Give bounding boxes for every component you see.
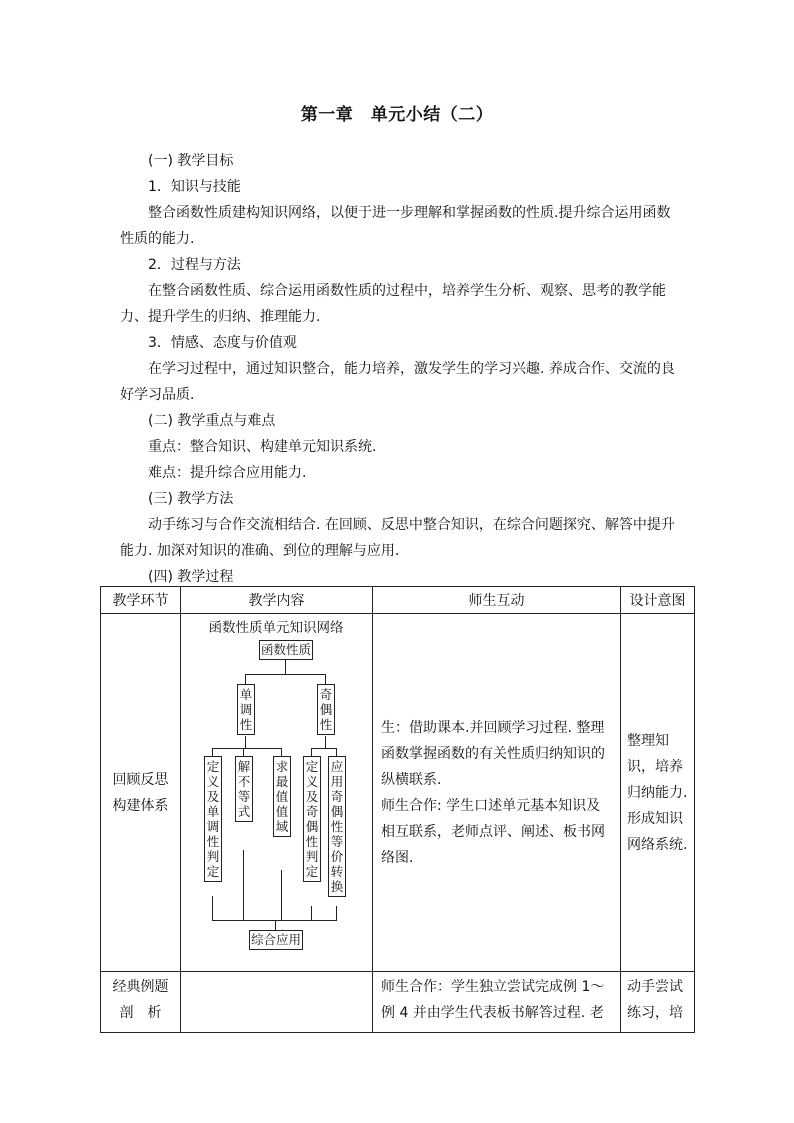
branch-node-parity: 奇偶性: [317, 684, 335, 735]
stage-cell: [101, 614, 181, 972]
column-header: 设计意图: [621, 587, 695, 614]
diagram-title: 函数性质单元知识网络: [208, 620, 344, 636]
section-heading: (三) 教学方法: [148, 491, 234, 507]
leaf-apply-parity: 应用奇偶性等价转换: [328, 756, 346, 897]
interaction-text: 生：借助课本.并回顾学习过程. 整理函数掌握函数的有关性质归纳知识的纵横联系. 师生合作: 学生口述单元基本知识及相互联系，老师点评、阐述、板书网络图.: [381, 719, 605, 866]
table-header-row: [101, 587, 695, 614]
leaf-extreme-range: 求最值值域: [273, 756, 291, 837]
subsection-heading: 3．情感、态度与价值观: [148, 335, 297, 351]
paragraph: 难点：提升综合应用能力.: [148, 465, 307, 481]
section-heading: (二) 教学重点与难点: [148, 413, 276, 429]
column-header: 师生互动: [373, 587, 621, 614]
paragraph: 整合函数性质建构知识网络，以便于进一步理解和掌握函数的性质.提升综合运用函数性质的能力.: [120, 205, 671, 247]
knowledge-network-diagram: [181, 614, 371, 970]
intent-text: 动手尝试练习，培: [627, 979, 683, 1021]
table-row: [101, 614, 695, 972]
bottom-node: 综合应用: [249, 930, 303, 950]
content-cell: [181, 972, 373, 1033]
subsection-heading: 2．过程与方法: [148, 257, 241, 273]
section-heading: (一) 教学目标: [148, 153, 234, 169]
stage-label: 经典例题 剖 析: [112, 979, 169, 1021]
paragraph: 在整合函数性质、综合运用函数性质的过程中，培养学生分析、观察、思考的教学能力、提升学生的归纳、推理能力.: [120, 283, 666, 325]
leaf-definition-parity: 定义及奇偶性判定: [303, 756, 321, 882]
root-node: 函数性质: [259, 640, 313, 660]
content-cell: [181, 614, 373, 972]
column-header: 教学内容: [181, 587, 373, 614]
table-row: [101, 972, 695, 1033]
section-heading: (四) 教学过程: [148, 569, 234, 585]
branch-node-monotonicity: 单调性: [237, 684, 255, 735]
intent-cell: [621, 972, 695, 1033]
column-header: 教学环节: [101, 587, 181, 614]
page-title: 第一章 单元小结（二）: [300, 105, 494, 125]
teaching-process-table: [100, 586, 695, 1033]
interaction-cell: [373, 972, 621, 1033]
paragraph: 动手练习与合作交流相结合. 在回顾、反思中整合知识，在综合问题探究、解答中提升能力. 加深对知识的准确、到位的理解与应用.: [120, 517, 675, 559]
stage-label: 回顾反思 构建体系: [112, 771, 169, 814]
stage-cell: [101, 972, 181, 1033]
interaction-cell: [373, 614, 621, 972]
interaction-text: 师生合作：学生独立尝试完成例 1～例 4 并由学生代表板书解答过程. 老: [381, 979, 605, 1021]
paragraph: 重点：整合知识、构建单元知识系统.: [148, 439, 377, 455]
subsection-heading: 1．知识与技能: [148, 179, 241, 195]
intent-text: 整理知识，培养归纳能力. 形成知识网络系统.: [627, 732, 688, 853]
leaf-definition-monotonic: 定义及单调性判定: [204, 756, 222, 882]
leaf-solve-inequality: 解不等式: [235, 756, 253, 822]
intent-cell: [621, 614, 695, 972]
document-body: [120, 148, 680, 590]
paragraph: 在学习过程中，通过知识整合，能力培养，激发学生的学习兴趣. 养成合作、交流的良好学习品质.: [120, 361, 675, 403]
